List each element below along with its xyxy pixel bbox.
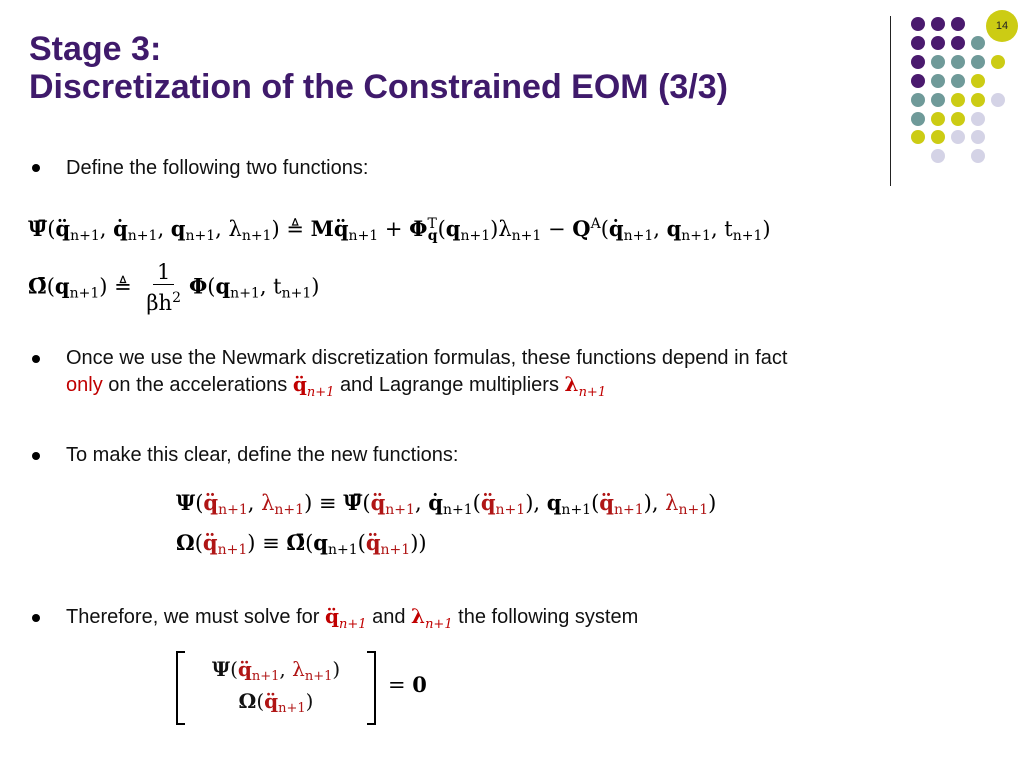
vertical-divider [890, 16, 891, 186]
dot [931, 74, 945, 88]
title-line-1: Stage 3: [29, 30, 162, 68]
dot [931, 55, 945, 69]
bullet-marker [32, 164, 40, 172]
dot [971, 74, 985, 88]
page-number-badge: 14 [986, 10, 1018, 42]
dot [931, 17, 945, 31]
bullet-2-text-part3: and Lagrange multipliers [339, 374, 559, 396]
dot [931, 93, 945, 107]
bullet-2-text-part1: Once we use the Newmark discretization formulas, these functions depend in fact [66, 347, 788, 369]
dot [931, 112, 945, 126]
dot [971, 36, 985, 50]
matrix-row-omega: $\Omega(q̈_{n+1})$ [238, 689, 314, 716]
symbol-lambda-n1: $\lambda_{n+1}$ [564, 372, 607, 400]
slide-title [29, 30, 728, 106]
bullet-4-and: and [372, 606, 406, 628]
dot [951, 74, 965, 88]
symbol-qdd-n1: $q̈_{n+1}$ [292, 372, 335, 400]
dot [951, 55, 965, 69]
dot [911, 55, 925, 69]
bullet-text [66, 603, 638, 638]
bullet-text [66, 155, 368, 181]
dot [931, 149, 945, 163]
bullet-marker [32, 614, 40, 622]
title-line-2: Discretization of the Constrained EOM (3/3) [29, 68, 728, 106]
dot [911, 74, 925, 88]
bullet-3-text: To make this clear, define the new functions: [66, 444, 459, 466]
bullet-4-text-part2: the following system [458, 606, 639, 628]
dot [951, 112, 965, 126]
dot [911, 17, 925, 31]
equation-psi-new: $\Psi(q̈_{n+1}$, $\lambda_{n+1}$) ≡ $\Psī(q̈_{n+1}$, $q̇_{n+1}(q̈_{n+1})$, $q_{n+1}(q̈_{n+1})$, $\lambda_{n+1}$) [176, 490, 717, 518]
equation-psi-bar-definition: $\Psī(q̈_{n+1}$, $q̇_{n+1}$, $q_{n+1}$, $\lambda_{n+1}$) ≜ $Mq̈_{n+1} + \Phi^T_q(q_{n+1})\lambda_{n+1}$ − $Q^A(q̇_{n+1}$, $q_{n+1}$, $t_{n+1}$) [28, 216, 771, 244]
dot [951, 130, 965, 144]
dot [911, 112, 925, 126]
bullet-text [66, 345, 1006, 406]
dot [911, 130, 925, 144]
symbol-lambda-n1: $\lambda_{n+1}$ [411, 604, 453, 632]
dot [931, 130, 945, 144]
equation-system-matrix [176, 651, 376, 723]
emphasis-only: only [66, 374, 103, 396]
dot [951, 36, 965, 50]
bullet-2-text-part2: on the accelerations [108, 374, 288, 396]
symbol-qdd-n1: $q̈_{n+1}$ [325, 604, 367, 632]
dot [971, 112, 985, 126]
bullet-text [66, 442, 458, 468]
dot [971, 55, 985, 69]
bullet-marker [32, 355, 40, 363]
equation-omega-new: $\Omega(q̈_{n+1})$ ≡ $\Omegā(q_{n+1}(q̈_{n+1}))$ [176, 530, 427, 558]
dot [971, 93, 985, 107]
equation-system-rhs: = 0 [388, 672, 427, 697]
dot [971, 130, 985, 144]
bullet-1-text: Define the following two functions: [66, 157, 369, 179]
matrix-row-psi: $\Psi(q̈_{n+1}$, $\lambda_{n+1}$) [211, 657, 341, 684]
dot [991, 93, 1005, 107]
dot [911, 93, 925, 107]
dot [931, 36, 945, 50]
dot [951, 93, 965, 107]
dot [951, 17, 965, 31]
dot [911, 36, 925, 50]
dot [991, 55, 1005, 69]
dot [971, 149, 985, 163]
bullet-marker [32, 452, 40, 460]
equation-omega-bar-definition: $\Omegā(q_{n+1})$ ≜ $\frac{1}{\beta h^2}$ $\Phi(q_{n+1}$, $t_{n+1}$) [28, 260, 320, 315]
bullet-4-text-part1: Therefore, we must solve for [66, 606, 320, 628]
